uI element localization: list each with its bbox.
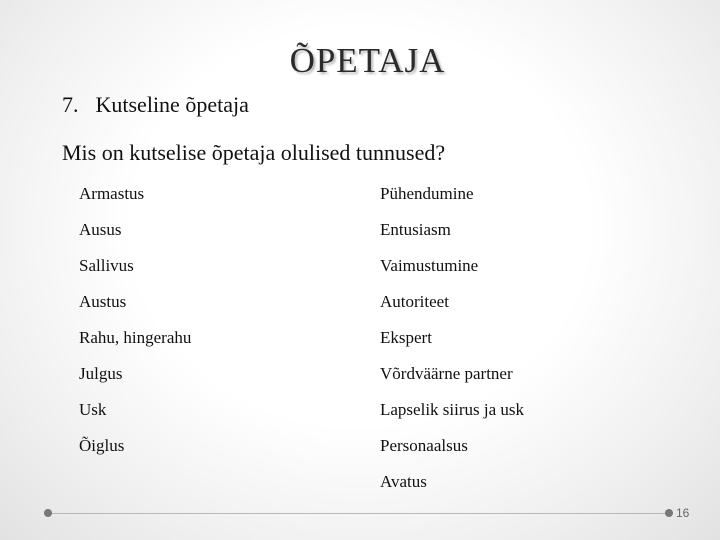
list-item: Usk [79,400,107,419]
traits-left-column [79,183,191,471]
subtitle-text: Kutseline õpetaja [95,92,249,117]
list-item: Avatus [380,472,427,491]
list-item: Austus [79,292,127,311]
list-item: Armastus [79,184,145,203]
list-item: Õiglus [79,436,125,455]
slide-title: ÕPETAJA [289,41,446,80]
traits-right-column [380,183,524,507]
list-item: Entusiasm [380,220,451,239]
footer-dot-left [44,509,52,517]
list-item: Lapselik siirus ja usk [380,400,525,419]
list-item: Ekspert [380,328,432,347]
list-item: Autoriteet [380,292,449,311]
list-item: Võrdväärne partner [380,364,513,383]
page-number: 16 [676,506,690,520]
list-item: Julgus [79,364,123,383]
list-item: Sallivus [79,256,134,275]
footer-dot-right [665,509,673,517]
list-item: Personaalsus [380,436,468,455]
subtitle-number: 7. [62,92,79,117]
list-item: Ausus [79,220,122,239]
question-text: Mis on kutselise õpetaja olulised tunnused? [62,140,446,165]
slide-subtitle [62,92,249,118]
list-item: Pühendumine [380,184,474,203]
footer-divider [48,513,668,514]
list-item: Rahu, hingerahu [79,328,192,347]
list-item: Vaimustumine [380,256,479,275]
